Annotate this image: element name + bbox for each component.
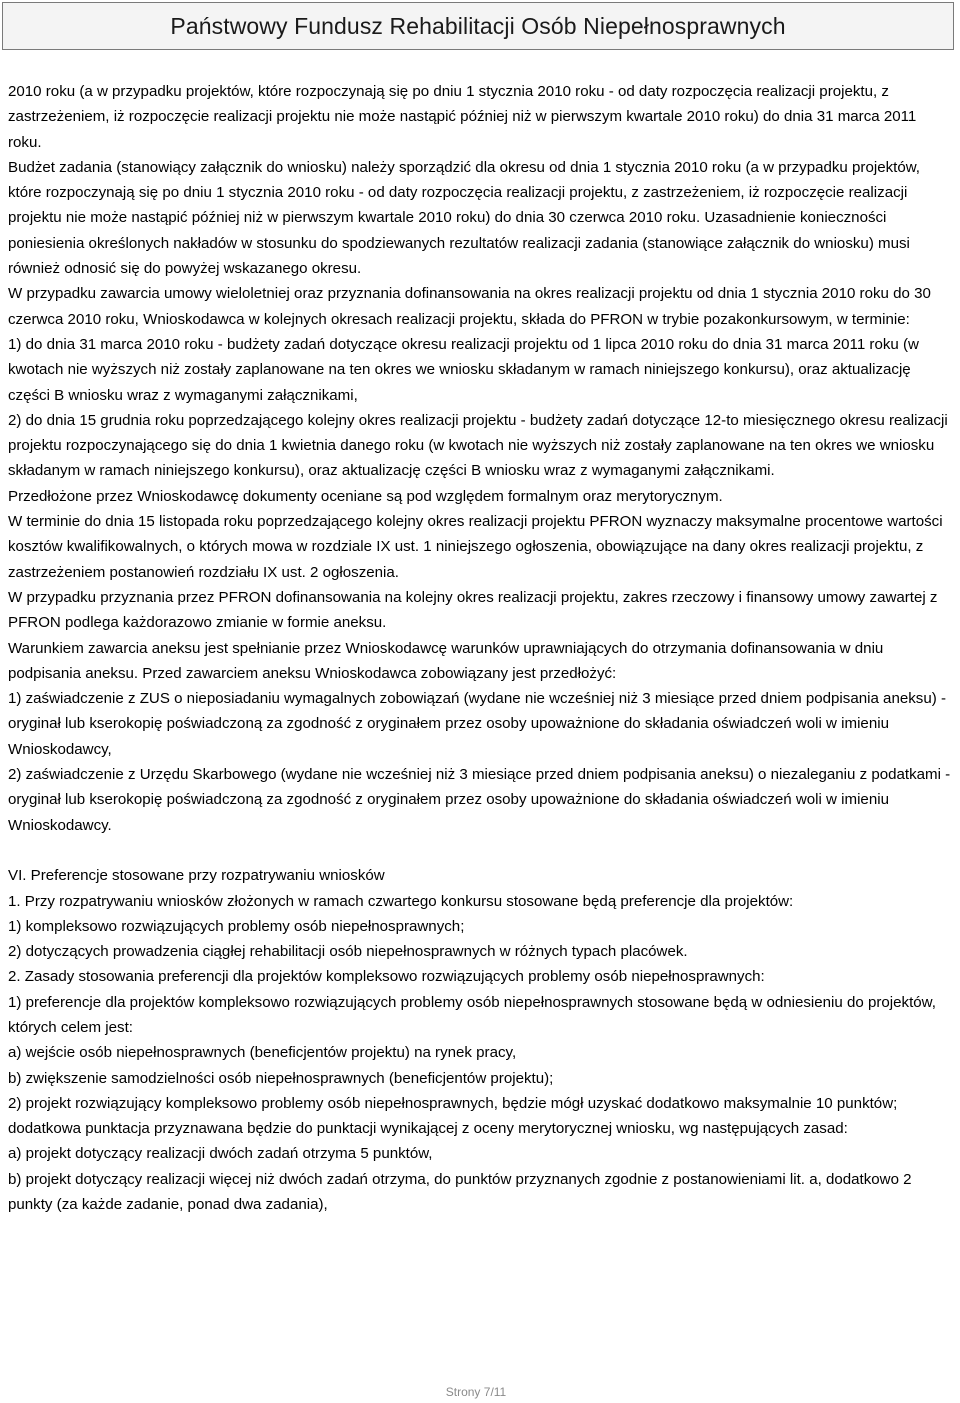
list-item: 1) zaświadczenie z ZUS o nieposiadaniu wymagalnych zobowiązań (wydane nie wcześniej niż 3 miesiące przed dniem podpisania aneksu) - oryginał lub kserokopię poświadczoną za zgodność z oryginałem przez osoby upoważnione do składania oświadczeń woli w imieniu Wnioskodawcy, [8,690,946,758]
paragraph: Przedłożone przez Wnioskodawcę dokumenty oceniane są pod względem formalnym oraz merytorycznym. [8,487,723,505]
section-spacer [8,838,952,863]
list-item: 1) kompleksowo rozwiązujących problemy osób niepełnosprawnych; [8,917,465,935]
list-item: b) projekt dotyczący realizacji więcej niż dwóch zadań otrzyma, do punktów przyznanych zgodnie z postanowieniami lit. a, dodatkowo 2 punkty (za każde zadanie, ponad dwa zadania), [8,1170,912,1214]
page-header [2,2,954,50]
paragraph: W przypadku zawarcia umowy wieloletniej oraz przyznania dofinansowania na okres realizacji projektu od dnia 1 stycznia 2010 roku do 30 czerwca 2010 roku, Wnioskodawca w kolejnych okresach realizacji projektu, składa do PFRON w trybie pozakonkursowym, w terminie: [8,285,931,328]
list-item: 1. Przy rozpatrywaniu wniosków złożonych w ramach czwartego konkursu stosowane będą preferencje dla projektów: [8,892,794,910]
list-item: 2) do dnia 15 grudnia roku poprzedzającego kolejny okres realizacji projektu - budżety zadań dotyczące 12-to miesięcznego okresu realizacji projektu rozpoczynającego się do dnia 1 kwietnia danego roku (w kwotach nie wyższych niż zostały zaplanowane na ten okres we wniosku składanym w ramach niniejszego konkursu), oraz aktualizację części B wniosku wraz z wymaganymi załącznikami. [8,411,948,480]
section-heading: VI. Preferencje stosowane przy rozpatrywaniu wniosków [8,867,385,885]
document-body [8,79,952,1217]
paragraph: Budżet zadania (stanowiący załącznik do wniosku) należy sporządzić dla okresu od dnia 1 stycznia 2010 roku (a w przypadku projektów, które rozpoczynają się po dniu 1 stycznia 2010 roku - od daty rozpoczęcia realizacji projektu, z zastrzeżeniem, iż rozpoczęcie realizacji projektu nie może nastąpić później niż w pierwszym kwartale 2010 roku) do dnia 30 czerwca 2010 roku. Uzasadnienie konieczności poniesienia określonych nakładów w stosunku do spodziewanych rezultatów realizacji zadania (stanowiące załącznik do wniosku) musi również odnosić się do powyżej wskazanego okresu. [8,158,920,278]
list-item: 2) projekt rozwiązujący kompleksowo problemy osób niepełnosprawnych, będzie mógł uzyskać dodatkowo maksymalnie 10 punktów; dodatkowa punktacja przyznawana będzie do punktacji wynikającej z oceny merytorycznej wniosku, wg następujących zasad: [8,1094,898,1138]
list-item: 1) preferencje dla projektów kompleksowo rozwiązujących problemy osób niepełnosprawnych stosowane będą w odniesieniu do projektów, których celem jest: [8,993,936,1036]
list-item: 2. Zasady stosowania preferencji dla projektów kompleksowo rozwiązujących problemy osób niepełnosprawnych: [8,968,765,986]
list-item: 2) dotyczących prowadzenia ciągłej rehabilitacji osób niepełnosprawnych w różnych typach placówek. [8,943,688,961]
paragraph: 2010 roku (a w przypadku projektów, które rozpoczynają się po dniu 1 stycznia 2010 roku - od daty rozpoczęcia realizacji projektu, z zastrzeżeniem, iż rozpoczęcie realizacji projektu nie może nastąpić później niż w pierwszym kwartale 2010 roku) do dnia 31 marca 2011 roku. [8,83,917,151]
list-item: 2) zaświadczenie z Urzędu Skarbowego (wydane nie wcześniej niż 3 miesiące przed dniem podpisania aneksu) o niezaleganiu z podatkami - oryginał lub kserokopię poświadczoną za zgodność z oryginałem przez osoby upoważnione do składania oświadczeń woli w imieniu Wnioskodawcy. [8,766,951,834]
list-item: 1) do dnia 31 marca 2010 roku - budżety zadań dotyczące okresu realizacji projektu od 1 lipca 2010 roku do dnia 31 marca 2011 roku (w kwotach nie wyższych niż zostały zaplanowane na ten okres we wniosku składanym w ramach niniejszego konkursu), oraz aktualizację części B wniosku wraz z wymaganymi załącznikami, [8,335,919,404]
paragraph: W terminie do dnia 15 listopada roku poprzedzającego kolejny okres realizacji projektu PFRON wyznaczy maksymalne procentowe wartości kosztów kwalifikowalnych, o których mowa w rozdziale IX ust. 1 niniejszego ogłoszenia, obowiązujące na dany okres realizacji projektu, z zastrzeżeniem postanowień rozdziału IX ust. 2 ogłoszenia. [8,513,943,581]
header-title: Państwowy Fundusz Rehabilitacji Osób Niepełnosprawnych [170,12,786,39]
list-item: a) wejście osób niepełnosprawnych (beneficjentów projektu) na rynek pracy, [8,1044,517,1062]
list-item: a) projekt dotyczący realizacji dwóch zadań otrzyma 5 punktów, [8,1145,433,1163]
page-number: Strony 7/11 [445,1385,507,1399]
paragraph: Warunkiem zawarcia aneksu jest spełnianie przez Wnioskodawcę warunków uprawniających do otrzymania dofinansowania w dniu podpisania aneksu. Przed zawarciem aneksu Wnioskodawca zobowiązany jest przedłożyć: [8,639,884,682]
paragraph: W przypadku przyznania przez PFRON dofinansowania na kolejny okres realizacji projektu, zakres rzeczowy i finansowy umowy zawartej z PFRON podlega każdorazowo zmianie w formie aneksu. [8,588,938,632]
list-item: b) zwiększenie samodzielności osób niepełnosprawnych (beneficjentów projektu); [8,1069,554,1087]
